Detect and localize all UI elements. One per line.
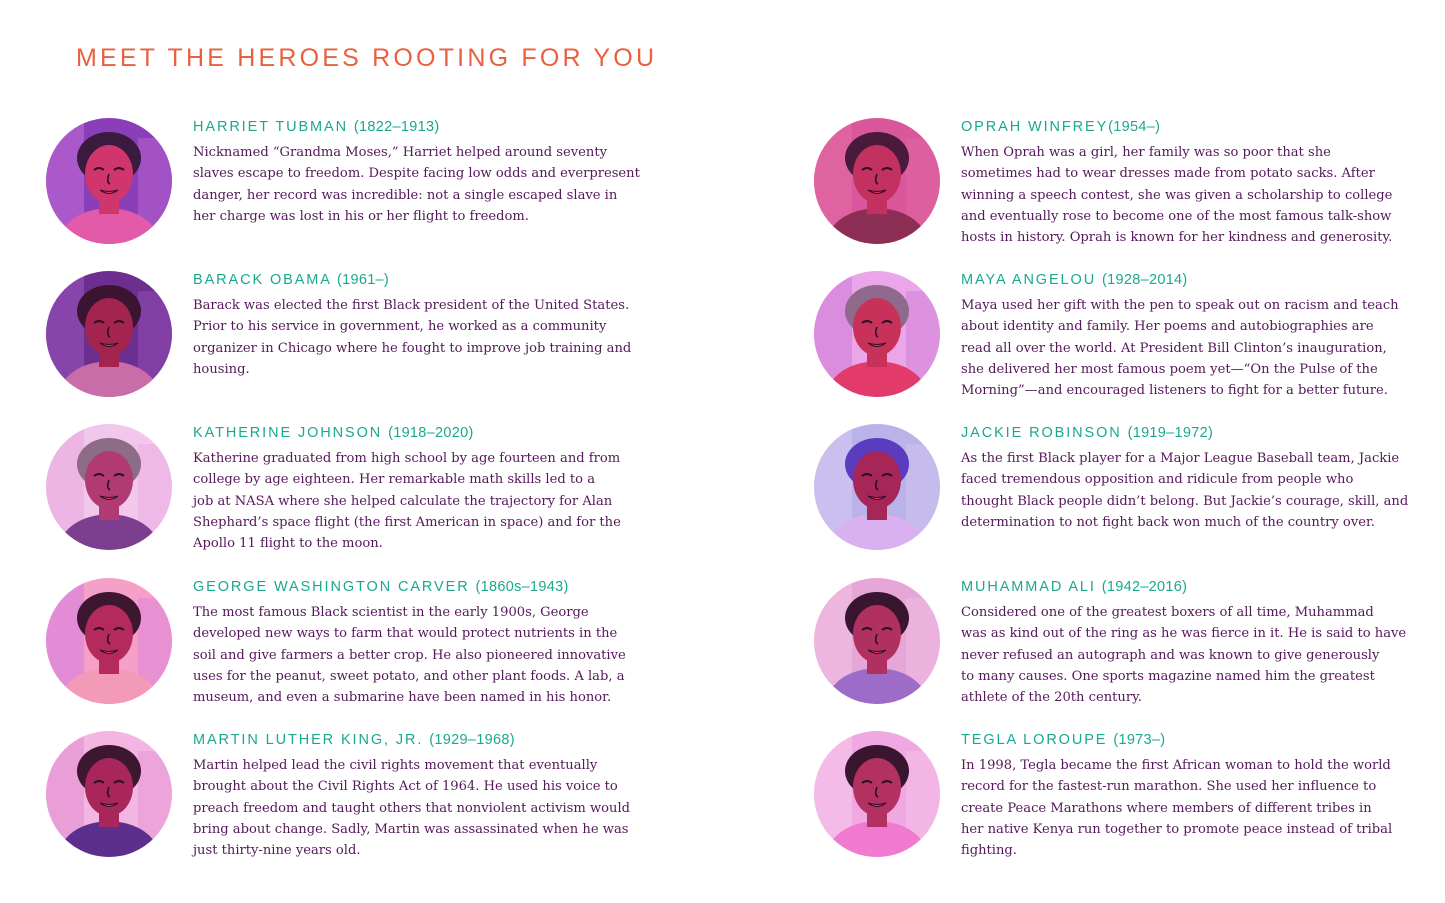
hero-text — [961, 271, 1411, 401]
hero-heading — [193, 578, 643, 596]
hero-text — [193, 118, 643, 227]
hero-text — [193, 731, 643, 861]
hero-text — [193, 578, 643, 708]
hero-text — [961, 578, 1411, 708]
hero-name: MAYA ANGELOU — [961, 272, 1097, 288]
portrait-harriet-tubman-icon — [46, 118, 172, 244]
hero-years: (1919–1972) — [1127, 425, 1214, 441]
portrait-circle — [814, 578, 940, 704]
hero-text — [961, 731, 1411, 861]
hero-years: (1918–2020) — [388, 425, 474, 441]
hero-bio: Considered one of the greatest boxers of all time, Muhammad was as kind out of the ring as he was fierce in it. He is said to have never refused an autograph and was known to give generously to many causes. One sports magazine named him the greatest athlete of the 20th century. — [961, 605, 1407, 706]
hero-heading — [193, 118, 643, 136]
hero-years: (1954–) — [1108, 119, 1161, 135]
hero-name: MARTIN LUTHER KING, JR. — [193, 732, 424, 748]
hero-bio: Martin helped lead the civil rights movement that eventually brought about the Civil Rights Act of 1964. He used his voice to preach freedom and taught others that nonviolent activism would bring about change. Sadly, Martin was assassinated when he was just thirty-nine years old. — [193, 758, 631, 859]
hero-years: (1860s–1943) — [475, 579, 569, 595]
hero-years: (1961–) — [336, 272, 390, 288]
hero-bio: The most famous Black scientist in the early 1900s, George developed new ways to farm that would protect nutrients in the soil and give farmers a better crop. He also pioneered innovative uses for the peanut, sweet potato, and other plant foods. A lab, a museum, and even a submarine have been named in his honor. — [193, 605, 626, 706]
hero-name: MUHAMMAD ALI — [961, 579, 1096, 595]
portrait-muhammad-ali-icon — [814, 578, 940, 704]
portrait-katherine-johnson-icon — [46, 424, 172, 550]
portrait-circle — [814, 271, 940, 397]
hero-heading — [961, 578, 1411, 596]
hero-heading — [961, 118, 1411, 136]
portrait-circle — [814, 424, 940, 550]
hero-years: (1929–1968) — [429, 732, 515, 748]
page-title: MEET THE HEROES ROOTING FOR YOU — [76, 44, 658, 72]
hero-bio: Nicknamed “Grandma Moses,” Harriet helped around seventy slaves escape to freedom. Despite facing low odds and everpresent danger, her record was incredible: not a single escaped slave in her charge was lost in his or her flight to freedom. — [193, 145, 640, 224]
hero-name: OPRAH WINFREY — [961, 119, 1109, 135]
hero-years: (1822–1913) — [353, 119, 440, 135]
portrait-jackie-robinson-icon — [814, 424, 940, 550]
hero-text — [193, 271, 643, 380]
portrait-barack-obama-icon — [46, 271, 172, 397]
hero-years: (1973–) — [1113, 732, 1166, 748]
hero-bio: Katherine graduated from high school by age fourteen and from college by age eighteen. Her remarkable math skills led to a job at NASA where she helped calculate the trajectory for Alan Shephard’s space flight (the first American in space) and for the Apollo 11 flight to the moon. — [193, 451, 621, 552]
portrait-circle — [46, 578, 172, 704]
hero-text — [961, 118, 1411, 248]
portrait-oprah-winfrey-icon — [814, 118, 940, 244]
hero-heading — [193, 731, 643, 749]
portrait-tegla-loroupe-icon — [814, 731, 940, 857]
hero-bio: When Oprah was a girl, her family was so poor that she sometimes had to wear dresses made from potato sacks. After winning a speech contest, she was given a scholarship to college and eventually rose to become one of the most famous talk-show hosts in history. Oprah is known for her kindness and generosity. — [961, 145, 1393, 246]
hero-heading — [961, 731, 1411, 749]
hero-name: HARRIET TUBMAN — [193, 119, 348, 135]
portrait-circle — [46, 118, 172, 244]
hero-text — [961, 424, 1411, 533]
portrait-circle — [814, 731, 940, 857]
portrait-circle — [46, 424, 172, 550]
hero-heading — [193, 271, 643, 289]
hero-name: GEORGE WASHINGTON CARVER — [193, 579, 470, 595]
hero-heading — [193, 424, 643, 442]
hero-bio: As the first Black player for a Major League Baseball team, Jackie faced tremendous opposition and ridicule from people who thought Black people didn’t belong. But Jackie’s courage, skill, and determination to not fight back won much of the country over. — [961, 451, 1409, 530]
hero-name: KATHERINE JOHNSON — [193, 425, 383, 441]
portrait-circle — [814, 118, 940, 244]
hero-bio: Barack was elected the first Black president of the United States. Prior to his service in government, he worked as a community organizer in Chicago where he fought to improve job training and housing. — [193, 298, 632, 377]
hero-years: (1928–2014) — [1102, 272, 1188, 288]
portrait-maya-angelou-icon — [814, 271, 940, 397]
portrait-circle — [46, 731, 172, 857]
hero-bio: Maya used her gift with the pen to speak out on racism and teach about identity and family. Her poems and autobiographies are read all over the world. At President Bill Clinton’s inauguration, she delivered her most famous poem yet—“On the Pulse of the Morning”—and encouraged listeners to fight for a better future. — [961, 298, 1399, 399]
hero-name: TEGLA LOROUPE — [961, 732, 1108, 748]
hero-years: (1942–2016) — [1101, 579, 1188, 595]
portrait-george-washington-carver-icon — [46, 578, 172, 704]
portrait-circle — [46, 271, 172, 397]
hero-bio: In 1998, Tegla became the first African woman to hold the world record for the fastest-run marathon. She used her influence to create Peace Marathons where members of different tribes in her native Kenya run together to promote peace instead of tribal fighting. — [961, 758, 1393, 859]
hero-heading — [961, 424, 1411, 442]
hero-name: BARACK OBAMA — [193, 272, 332, 288]
hero-heading — [961, 271, 1411, 289]
hero-name: JACKIE ROBINSON — [961, 425, 1122, 441]
portrait-martin-luther-king-icon — [46, 731, 172, 857]
hero-text — [193, 424, 643, 554]
